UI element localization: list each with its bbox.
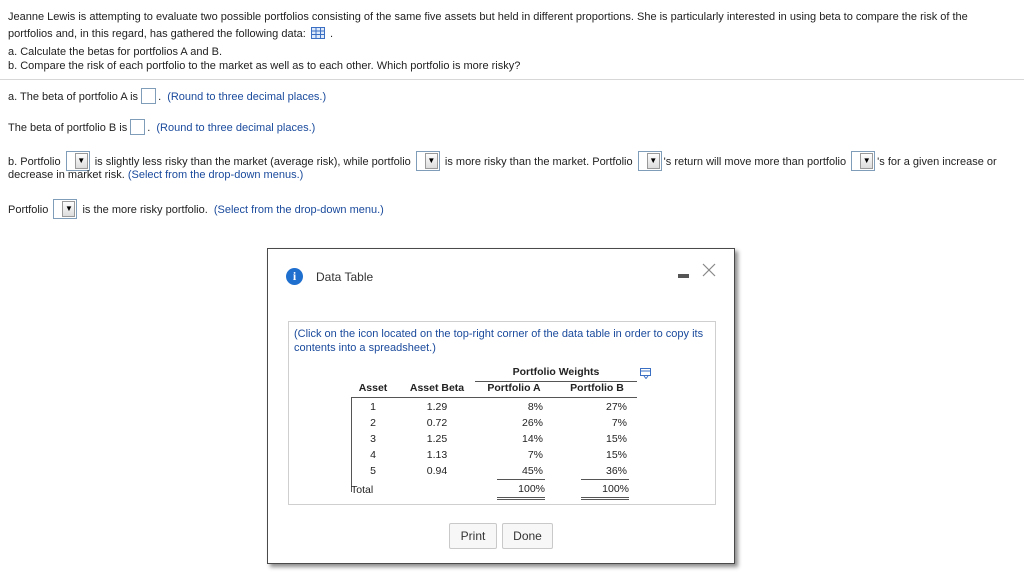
portfolio-dropdown-1[interactable] — [66, 151, 90, 171]
table-cell-beta: 0.94 — [426, 465, 448, 477]
info-icon: i — [286, 268, 303, 285]
part-b-mid-3: 's return will move more than portfolio — [663, 156, 847, 168]
table-cell-asset: 2 — [370, 417, 376, 429]
portfolio-weights-header: Portfolio Weights — [512, 366, 600, 378]
table-cell-portfolio-a: 7% — [527, 449, 543, 461]
beta-b-row: The beta of portfolio B is . (Round to three decimal places.) — [8, 119, 315, 135]
table-cell-portfolio-b: 15% — [605, 433, 627, 445]
more-risky-row — [8, 199, 384, 219]
total-label: Total — [351, 484, 374, 496]
beta-a-row: a. The beta of portfolio A is . (Round to three decimal places.) — [8, 88, 326, 104]
beta-a-input[interactable] — [141, 88, 156, 104]
header-asset: Asset — [358, 382, 388, 394]
question-part-b: b. Compare the risk of each portfolio to the market as well as to each other. Which portfolio is more risky? — [8, 60, 521, 72]
more-risky-mid: is the more risky portfolio. — [82, 204, 208, 216]
table-cell-beta: 1.13 — [426, 449, 448, 461]
dropdown-arrow-icon: ▼ — [860, 153, 873, 169]
close-icon[interactable] — [701, 262, 717, 278]
portfolio-dropdown-4[interactable] — [851, 151, 875, 171]
part-b-prefix: b. Portfolio — [8, 156, 61, 168]
question-line-1: Jeanne Lewis is attempting to evaluate two possible portfolios consisting of the same five assets but held in different proportions. She is particularly interested in using beta to compare the risk of the — [8, 11, 968, 23]
part-b-mid-1: is slightly less risky than the market (average risk), while portfolio — [94, 156, 411, 168]
part-b-line-2 — [8, 169, 303, 181]
part-b-line-2-text: decrease in market risk. — [8, 169, 125, 181]
table-cell-portfolio-b: 15% — [605, 449, 627, 461]
header-underline — [351, 397, 637, 398]
table-cell-portfolio-a: 45% — [521, 465, 543, 477]
total-portfolio-a: 100% — [518, 483, 545, 495]
total-double-line-b-1 — [581, 497, 629, 498]
table-cell-beta: 1.29 — [426, 401, 448, 413]
table-cell-portfolio-a: 14% — [521, 433, 543, 445]
copy-to-spreadsheet-icon[interactable] — [640, 368, 652, 379]
header-portfolio-a: Portfolio A — [487, 382, 541, 394]
table-cell-asset: 5 — [370, 465, 376, 477]
sum-line-a — [497, 479, 545, 480]
dialog-title: Data Table — [316, 270, 374, 284]
dropdown-arrow-icon: ▼ — [75, 153, 88, 169]
table-cell-asset: 4 — [370, 449, 376, 461]
total-double-line-b-2 — [581, 499, 629, 500]
dropdown-arrow-icon: ▼ — [425, 153, 438, 169]
beta-b-label: The beta of portfolio B is — [8, 122, 128, 134]
copy-note: (Click on the icon located on the top-right corner of the data table in order to copy its contents into a spreadsheet.) — [294, 328, 704, 354]
table-cell-portfolio-b: 36% — [605, 465, 627, 477]
part-b-mid-2: is more risky than the market. Portfolio — [444, 156, 633, 168]
total-portfolio-b: 100% — [602, 483, 629, 495]
table-cell-portfolio-b: 7% — [611, 417, 627, 429]
part-b-row — [8, 151, 997, 171]
header-portfolio-b: Portfolio B — [570, 382, 624, 394]
data-table-icon[interactable] — [311, 27, 325, 39]
sum-line-b — [581, 479, 629, 480]
dropdown-arrow-icon: ▼ — [647, 153, 660, 169]
table-cell-beta: 1.25 — [426, 433, 448, 445]
more-risky-hint: (Select from the drop-down menu.) — [213, 204, 384, 216]
table-cell-asset: 3 — [370, 433, 376, 445]
question-line-2 — [8, 27, 333, 40]
divider — [0, 79, 1024, 80]
beta-b-hint: (Round to three decimal places.) — [156, 122, 316, 134]
portfolio-dropdown-2[interactable] — [416, 151, 440, 171]
data-table-dialog — [267, 248, 735, 564]
question-line-2-text: portfolios and, in this regard, has gathered the following data: — [8, 28, 306, 40]
done-button[interactable]: Done — [502, 523, 553, 549]
data-table-panel — [288, 321, 716, 505]
table-cell-portfolio-b: 27% — [605, 401, 627, 413]
table-cell-portfolio-a: 26% — [521, 417, 543, 429]
beta-a-label: a. The beta of portfolio A is — [8, 91, 139, 103]
portfolio-dropdown-3[interactable] — [638, 151, 662, 171]
table-cell-asset: 1 — [370, 401, 376, 413]
more-risky-prefix: Portfolio — [8, 204, 49, 216]
part-b-mid-4: 's for a given increase or — [877, 156, 997, 168]
beta-a-hint: (Round to three decimal places.) — [167, 91, 327, 103]
portfolio-dropdown-5[interactable] — [53, 199, 77, 219]
minimize-icon[interactable] — [678, 274, 689, 278]
total-double-line-a-2 — [497, 499, 545, 500]
dropdown-arrow-icon: ▼ — [62, 201, 75, 217]
question-part-a: a. Calculate the betas for portfolios A and B. — [8, 46, 223, 58]
part-b-hint: (Select from the drop-down menus.) — [127, 169, 304, 181]
beta-b-input[interactable] — [130, 119, 145, 135]
total-double-line-a-1 — [497, 497, 545, 498]
table-cell-portfolio-a: 8% — [527, 401, 543, 413]
header-asset-beta: Asset Beta — [409, 382, 465, 394]
table-cell-beta: 0.72 — [426, 417, 448, 429]
print-button[interactable]: Print — [449, 523, 497, 549]
question-line-2-end: . — [329, 28, 333, 40]
